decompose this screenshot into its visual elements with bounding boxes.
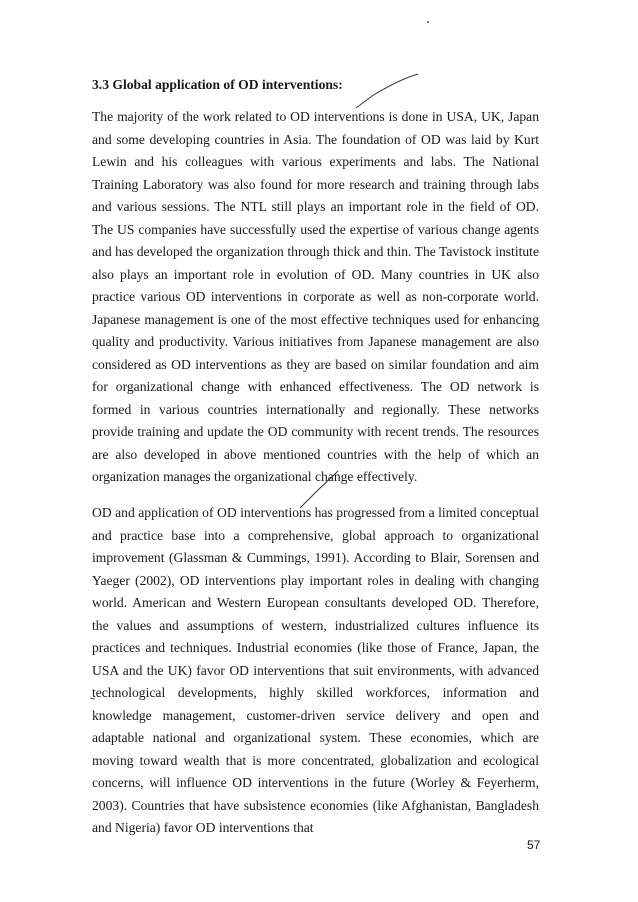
pen-tick-mark-top <box>356 74 418 108</box>
paragraph-1: The majority of the work related to OD interventions is done in USA, UK, Japan and some developing countries in Asia. The foundation of OD was laid by Kurt Lewin and his colleagues with various experiments and labs. The National Training Laboratory was also found for more research and training through labs and various sessions. The NTL still plays an important role in the field of OD. The US companies have successfully used the expertise of various change agents and has developed the organization through thick and thin. The Tavistock institute also plays an important role in evolution of OD. Many countries in UK also practice various OD interventions in corporate as well as non-corporate world. Japanese management is one of the most effective techniques used for enhancing quality and productivity. Various initiatives from Japanese management are also considered as OD interventions as they are based on similar foundation and aim for organizational change with enhanced effectiveness. The OD network is formed in various countries internationally and regionally. These networks provide training and update the OD community with recent trends. The resources are also developed in above mentioned countries with the help of which an organization manages the organizational change effectively. <box>92 109 539 484</box>
pen-dot-top-right <box>427 21 429 23</box>
section-heading: 3.3 Global application of OD interventions: <box>92 77 343 92</box>
page-number: 57 <box>527 838 541 852</box>
paragraph-2: OD and application of OD interventions has progressed from a limited conceptual and practice base into a comprehensive, global approach to organizational improvement (Glassman & Cummings, 1991). According to Blair, Sorensen and Yaeger (2002), OD interventions play important roles in dealing with changing world. American and Western European consultants developed OD. Therefore, the values and assumptions of western, industrialized cultures influence its practices and techniques. Industrial economies (like those of France, Japan, the USA and the UK) favor OD interventions that suit environments, with advanced technological developments, highly skilled workforces, information and knowledge management, customer-driven service delivery and open and adaptable national and organizational system. These economies, which are moving toward wealth that is more concentrated, globalization and ecological concerns, will influence OD interventions in the future (Worley & Feyerherm, 2003). Countries that have subsistence economies (like Afghanistan, Bangladesh and Nigeria) favor OD interventions that <box>92 505 539 835</box>
